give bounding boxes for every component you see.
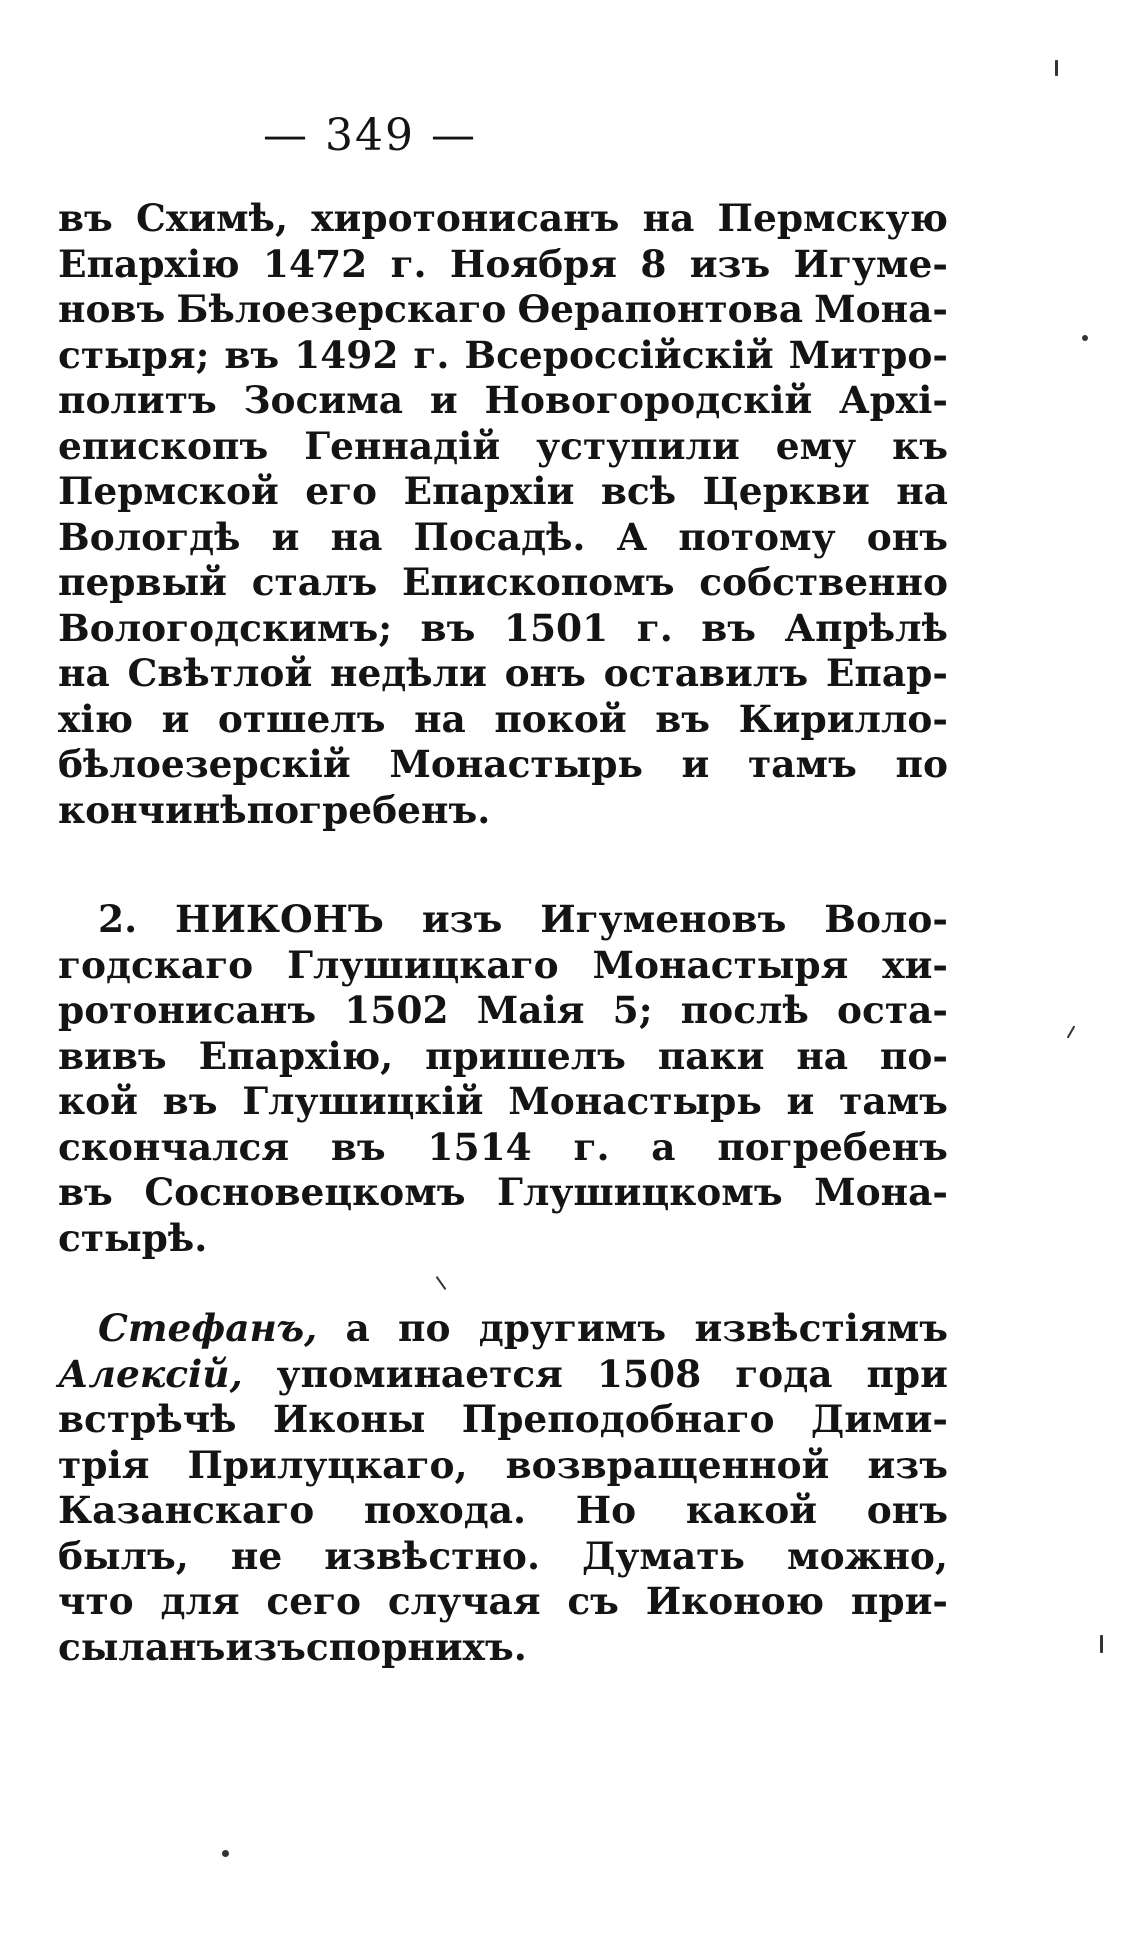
word: Всероссійскій — [464, 332, 774, 377]
scan-speck — [222, 1850, 229, 1857]
word: сего — [266, 1579, 362, 1623]
word: г. — [636, 605, 673, 650]
word: въ — [58, 196, 113, 240]
word: хи- — [882, 942, 948, 987]
text-line — [58, 242, 948, 288]
word: Алексій, — [58, 1351, 243, 1396]
text-line — [58, 560, 948, 606]
word: въ — [330, 1124, 386, 1169]
word: Монастыря — [592, 942, 849, 987]
word: кой — [58, 1079, 138, 1123]
scan-speck — [1082, 335, 1088, 341]
word: Епар- — [825, 651, 948, 695]
word: Епископомъ — [401, 560, 675, 604]
word: что — [58, 1579, 134, 1623]
word: Епархію — [58, 241, 240, 286]
paragraph-1 — [58, 196, 948, 833]
word: г. — [413, 332, 450, 377]
word: на — [330, 514, 383, 559]
word: г. — [390, 241, 427, 286]
word: и — [271, 514, 300, 559]
word: въ — [58, 1170, 113, 1214]
word: Воло- — [824, 897, 948, 941]
word: Бѣлоезерскаго — [176, 287, 507, 331]
text-line — [58, 196, 948, 242]
word: изъ — [867, 1442, 948, 1487]
word: хію — [58, 696, 134, 741]
word: другимъ — [478, 1306, 667, 1350]
word: по — [398, 1306, 451, 1350]
word: онъ — [866, 514, 948, 559]
word: 8 — [640, 241, 667, 286]
word: Епархіи — [403, 469, 575, 513]
word: Глушицкаго — [287, 942, 559, 987]
word: Зосима — [243, 378, 404, 422]
word: епископъ — [58, 423, 269, 468]
word: потому — [678, 514, 836, 559]
word: сталъ — [251, 560, 378, 604]
text-line — [58, 515, 948, 561]
word: погребенъ — [717, 1124, 948, 1169]
word: похода. — [363, 1488, 527, 1532]
word: Думать — [582, 1533, 745, 1578]
word: Глушицкій — [242, 1079, 484, 1123]
word: изъ — [225, 1624, 306, 1669]
word: стырѣ. — [58, 1215, 208, 1260]
scan-speck — [1067, 1025, 1076, 1038]
word: оставилъ — [603, 651, 809, 695]
word: изъ — [421, 897, 503, 941]
word: А — [616, 514, 648, 559]
word: можно, — [787, 1533, 948, 1578]
word: на — [796, 1033, 849, 1078]
word: погребенъ. — [246, 787, 491, 832]
page-number: — 349 — — [263, 110, 477, 161]
word: Маія — [476, 988, 585, 1032]
word: случая — [387, 1579, 541, 1623]
word: въ — [701, 605, 757, 650]
word: кончинѣ — [58, 787, 247, 832]
word: 1514 — [427, 1124, 532, 1169]
word: на — [896, 469, 948, 513]
word: 1501 — [503, 605, 609, 650]
word: Иконы — [272, 1397, 426, 1441]
word: возвращенной — [505, 1442, 830, 1487]
word: Мона- — [814, 287, 948, 331]
word: пришелъ — [425, 1033, 626, 1078]
scan-speck — [1100, 1635, 1103, 1653]
word: и — [161, 696, 190, 741]
word: на — [642, 196, 695, 240]
scan-speck — [436, 1276, 447, 1290]
word: Новогородскій — [484, 378, 813, 422]
word: былъ, — [58, 1533, 189, 1578]
text-line — [58, 287, 948, 333]
word: извѣстіямъ — [694, 1306, 948, 1350]
word: по — [895, 742, 948, 786]
text-line — [58, 1079, 948, 1125]
word: и — [429, 378, 458, 422]
text-line — [58, 1034, 948, 1080]
word: паки — [657, 1033, 765, 1078]
word: Но — [575, 1488, 637, 1532]
word: для — [160, 1579, 240, 1623]
word: 5; — [612, 988, 653, 1032]
word: 1508 — [596, 1351, 702, 1396]
word: стыря; — [58, 332, 210, 377]
word: изъ — [689, 241, 771, 286]
word: трія — [58, 1442, 150, 1487]
word: при- — [850, 1579, 948, 1623]
word: къ — [892, 423, 948, 468]
word: вивъ — [58, 1033, 167, 1078]
word: Преподобнаго — [461, 1397, 775, 1441]
text-line — [58, 378, 948, 424]
text-line — [58, 1170, 948, 1216]
word: собственно — [699, 560, 948, 604]
word: покой — [494, 696, 627, 741]
word: не — [230, 1533, 283, 1578]
word: Монастырь — [389, 742, 643, 786]
word: Геннадій — [304, 423, 501, 468]
text-line — [58, 742, 948, 788]
paragraph-2 — [58, 897, 948, 1261]
word: Пермской — [58, 469, 279, 513]
word: Церкви — [702, 469, 870, 513]
text-line — [58, 1579, 948, 1625]
text-line — [58, 897, 948, 943]
word: всѣ — [600, 469, 677, 513]
word: оста- — [836, 988, 948, 1032]
word: извѣстно. — [324, 1533, 541, 1578]
word: годскаго — [58, 942, 254, 987]
word: упоминается — [276, 1351, 563, 1396]
word: тамъ — [748, 742, 857, 786]
word: Апрѣлѣ — [784, 605, 948, 650]
word: Стефанъ, — [98, 1306, 318, 1350]
word: въ — [224, 332, 280, 377]
word: Свѣтлой — [127, 651, 313, 695]
word: и — [681, 742, 710, 786]
word: сыланъ — [58, 1624, 226, 1669]
word: 2. — [98, 897, 138, 941]
paragraph-3 — [58, 1306, 948, 1670]
word: спорнихъ. — [305, 1624, 527, 1669]
word: въ — [162, 1079, 218, 1123]
word: и — [786, 1079, 815, 1123]
word: Иконою — [645, 1579, 825, 1623]
scan-speck — [1055, 60, 1058, 76]
word: его — [305, 469, 378, 513]
word: а — [651, 1124, 676, 1169]
word: послѣ — [680, 988, 809, 1032]
word: какой — [685, 1488, 818, 1532]
text-line — [58, 788, 948, 834]
word: въ — [420, 605, 476, 650]
word: Игуме- — [793, 241, 948, 286]
word: Посадѣ. — [413, 514, 586, 559]
word: 1492 — [294, 332, 399, 377]
text-line — [58, 651, 948, 697]
text-line — [58, 333, 948, 379]
word: Ѳерапонтова — [517, 287, 804, 331]
word: онъ — [866, 1488, 948, 1532]
word: Епархію, — [198, 1033, 394, 1078]
word: Прилуцкаго, — [187, 1442, 468, 1487]
word: Игуменовъ — [540, 897, 787, 941]
word: Глушицкомъ — [497, 1170, 783, 1214]
text-line — [58, 1306, 948, 1352]
word: а — [345, 1306, 370, 1350]
text-line — [58, 424, 948, 470]
word: Архі- — [839, 378, 948, 422]
word: скончался — [58, 1124, 290, 1169]
word: Казанскаго — [58, 1488, 315, 1532]
word: отшелъ — [217, 696, 386, 741]
word: хиротонисанъ — [311, 196, 620, 240]
word: Сосновецкомъ — [144, 1170, 466, 1214]
word: политъ — [58, 378, 217, 422]
word: 1472 — [262, 241, 368, 286]
word: уступили — [536, 423, 740, 468]
word: Схимѣ, — [136, 196, 289, 240]
word: тамъ — [839, 1079, 948, 1123]
word: новъ — [58, 287, 166, 331]
word: бѣлоезерскій — [58, 742, 351, 786]
text-line — [58, 1216, 948, 1262]
text-line — [58, 1125, 948, 1171]
word: на — [58, 651, 110, 695]
text-line — [58, 1625, 948, 1671]
word: при — [866, 1351, 948, 1396]
word: онъ — [504, 651, 586, 695]
text-line — [58, 697, 948, 743]
text-line — [58, 1352, 948, 1398]
text-line — [58, 1488, 948, 1534]
word: г. — [573, 1124, 610, 1169]
word: въ — [655, 696, 711, 741]
word: съ — [567, 1579, 619, 1623]
word: недѣли — [330, 651, 487, 695]
word: на — [414, 696, 466, 741]
word: Ноября — [449, 241, 618, 286]
word: НИКОНЪ — [175, 897, 384, 941]
word: Пермскую — [717, 196, 948, 240]
word: Дими- — [810, 1397, 948, 1441]
word: 1502 — [344, 988, 449, 1032]
text-line — [58, 1534, 948, 1580]
word: первый — [58, 560, 227, 604]
word: Вологдѣ — [58, 514, 241, 559]
text-line — [58, 469, 948, 515]
word: по- — [879, 1033, 948, 1078]
text-line — [58, 943, 948, 989]
word: встрѣчѣ — [58, 1397, 237, 1441]
word: Монастырь — [508, 1079, 762, 1123]
text-line — [58, 606, 948, 652]
word: ротонисанъ — [58, 988, 317, 1032]
word: Вологодскимъ; — [58, 605, 393, 650]
word: Митро- — [788, 332, 948, 377]
word: Кирилло- — [738, 696, 948, 741]
word: ему — [775, 423, 857, 468]
text-line — [58, 1397, 948, 1443]
word: Мона- — [814, 1170, 948, 1214]
text-line — [58, 1443, 948, 1489]
text-line — [58, 988, 948, 1034]
word: года — [735, 1351, 833, 1396]
